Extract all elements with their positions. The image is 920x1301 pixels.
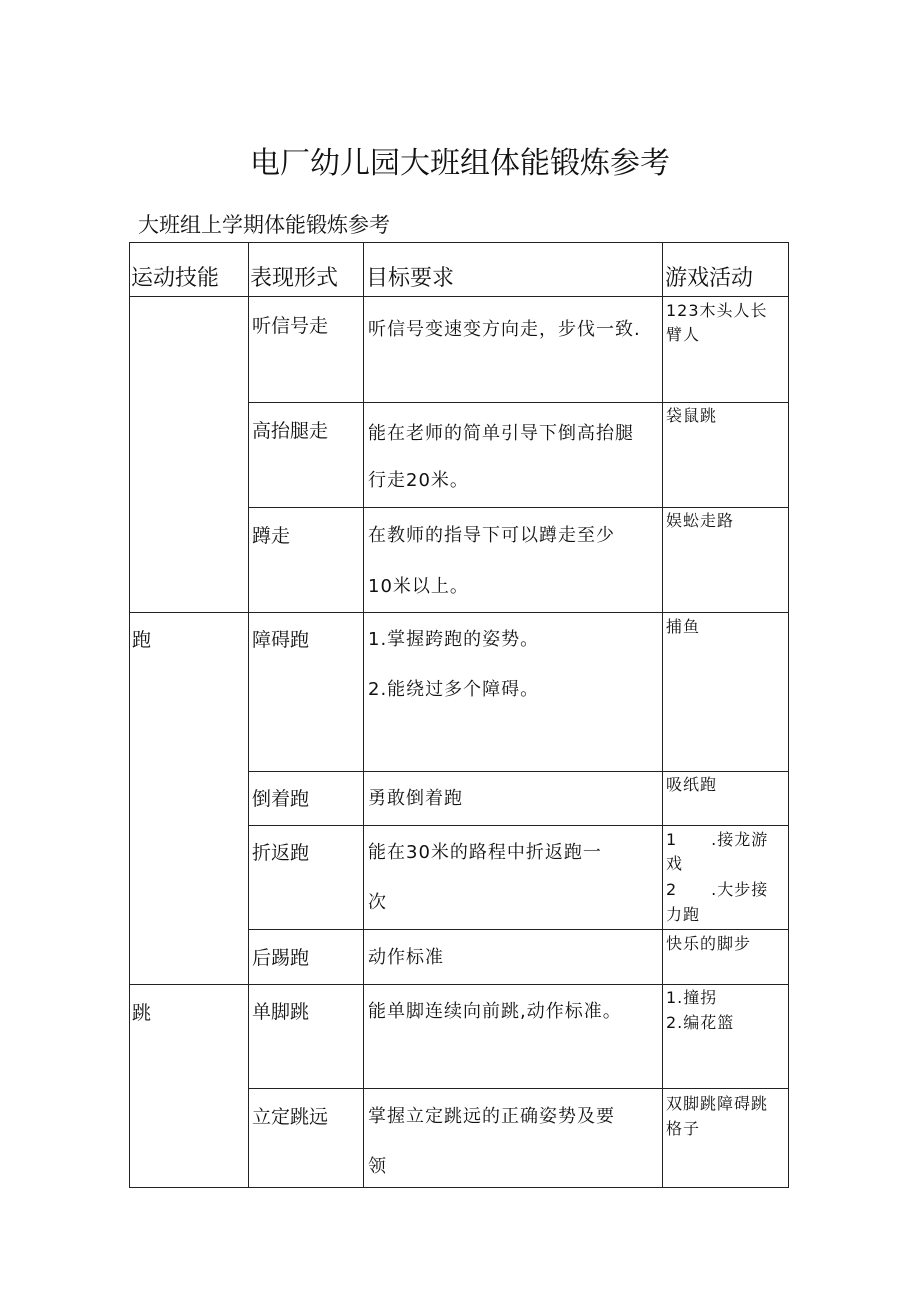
col-divider-1: [248, 242, 249, 1188]
skill-jump: 跳: [132, 1002, 152, 1024]
target-line: 听信号变速变方向走，步伐一致.: [368, 319, 641, 340]
group-divider-jump: [129, 984, 789, 985]
game-line: 双脚跳障碍跳: [666, 1094, 769, 1113]
game-line: 臂人: [666, 325, 701, 344]
doc-title: 电厂幼儿园大班组体能锻炼参考: [250, 146, 670, 181]
form-cell: 单脚跳: [252, 1001, 310, 1023]
target-line: 行走20米。: [368, 470, 469, 491]
form-cell: 后踢跑: [252, 947, 310, 969]
game-line: 1.撞拐: [666, 988, 718, 1007]
game-line: 戏: [666, 854, 684, 873]
row-divider: [248, 929, 789, 930]
skill-run: 跑: [132, 629, 152, 651]
table-border-top: [129, 242, 789, 243]
game-line: 2 .大步接: [666, 880, 769, 899]
target-line: 1.掌握跨跑的姿势。: [368, 629, 540, 650]
game-line: 力跑: [666, 905, 701, 924]
target-line: 10米以上。: [368, 576, 469, 597]
game-line: 格子: [666, 1119, 701, 1138]
col-divider-2: [363, 242, 364, 1188]
row-divider: [248, 1088, 789, 1089]
form-cell: 障碍跑: [252, 629, 310, 651]
target-line: 在教师的指导下可以蹲走至少: [368, 525, 615, 546]
row-divider: [248, 771, 789, 772]
header-skill: 运动技能: [131, 266, 220, 291]
row-divider: [248, 507, 789, 508]
target-line: 能单脚连续向前跳,动作标准。: [368, 1001, 622, 1022]
row-divider: [248, 825, 789, 826]
form-cell: 折返跑: [252, 842, 310, 864]
table-border-bottom: [129, 1187, 789, 1188]
header-target: 目标要求: [366, 266, 455, 291]
row-divider: [248, 402, 789, 403]
form-cell: 蹲走: [252, 525, 291, 547]
game-line: 娱蚣走路: [666, 511, 735, 530]
target-line: 能在老师的简单引导下倒高抬腿: [368, 423, 634, 444]
game-line: 捕鱼: [666, 617, 701, 636]
section-title: 大班组上学期体能锻炼参考: [138, 213, 390, 237]
target-line: 领: [368, 1156, 387, 1177]
game-line: 快乐的脚步: [666, 934, 752, 953]
table-border-right: [788, 242, 789, 1188]
target-line: 动作标准: [368, 947, 444, 968]
target-line: 2.能绕过多个障碍。: [368, 679, 540, 700]
target-line: 次: [368, 892, 387, 913]
col-divider-3: [662, 242, 663, 1188]
form-cell: 高抬腿走: [252, 420, 329, 442]
game-line: 吸纸跑: [666, 775, 718, 794]
game-line: 2.编花篮: [666, 1013, 735, 1032]
header-divider: [129, 296, 789, 297]
form-cell: 倒着跑: [252, 788, 310, 810]
group-divider-run: [129, 612, 789, 613]
form-cell: 立定跳远: [252, 1106, 329, 1128]
game-line: 袋鼠跳: [666, 406, 718, 425]
game-line: 1 .接龙游: [666, 830, 769, 849]
target-line: 能在30米的路程中折返跑一: [368, 842, 602, 863]
table-border-left: [129, 242, 130, 1188]
target-line: 勇敢倒着跑: [368, 788, 463, 809]
target-line: 掌握立定跳远的正确姿势及要: [368, 1106, 615, 1127]
header-form: 表现形式: [250, 266, 339, 291]
game-line: 123木头人长: [666, 301, 768, 320]
header-game: 游戏活动: [665, 266, 754, 291]
form-cell: 听信号走: [252, 315, 329, 337]
